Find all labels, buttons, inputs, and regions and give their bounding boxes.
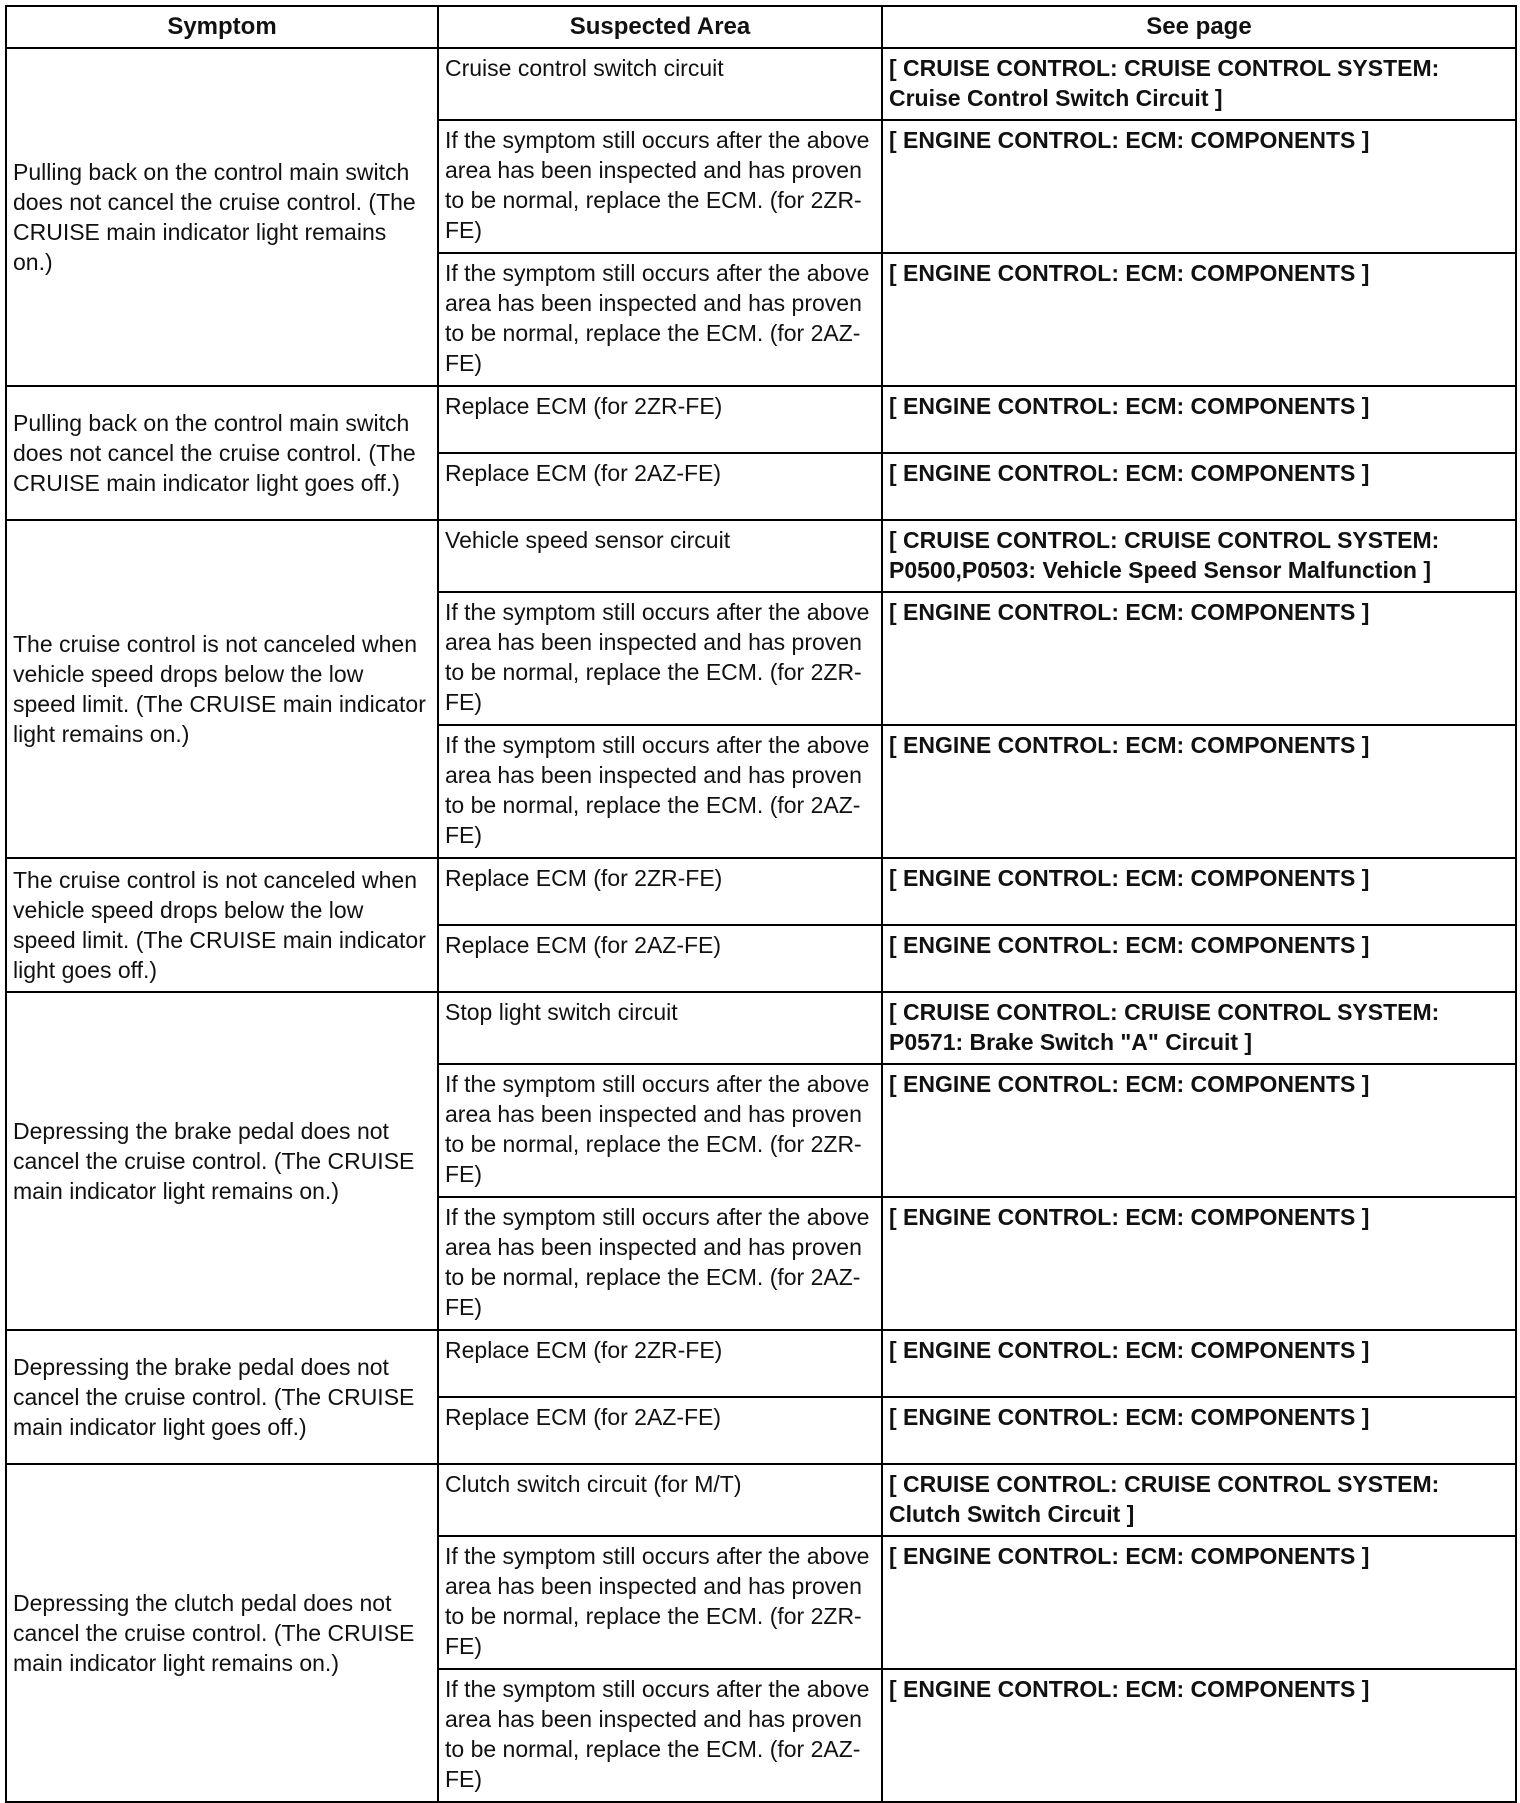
suspected-area-cell: Cruise control switch circuit: [438, 48, 882, 120]
table-row: [6, 1464, 1516, 1536]
symptom-cell: Depressing the brake pedal does not cancel the cruise control. (The CRUISE main indicator light remains on.): [6, 992, 438, 1330]
suspected-area-cell: If the symptom still occurs after the above area has been inspected and has proven to be normal, replace the ECM. (for 2ZR-FE): [438, 592, 882, 725]
suspected-area-cell: Replace ECM (for 2ZR-FE): [438, 1330, 882, 1397]
see-page-link[interactable]: [ CRUISE CONTROL: CRUISE CONTROL SYSTEM: Clutch Switch Circuit ]: [882, 1464, 1516, 1536]
table-row: [6, 386, 1516, 453]
suspected-area-cell: If the symptom still occurs after the above area has been inspected and has proven to be normal, replace the ECM. (for 2AZ-FE): [438, 1669, 882, 1802]
symptom-cell: Depressing the brake pedal does not cancel the cruise control. (The CRUISE main indicator light goes off.): [6, 1330, 438, 1464]
header-suspected-area: Suspected Area: [438, 6, 882, 48]
suspected-area-cell: If the symptom still occurs after the above area has been inspected and has proven to be normal, replace the ECM. (for 2ZR-FE): [438, 1064, 882, 1197]
see-page-link[interactable]: [ ENGINE CONTROL: ECM: COMPONENTS ]: [882, 858, 1516, 925]
see-page-link[interactable]: [ ENGINE CONTROL: ECM: COMPONENTS ]: [882, 725, 1516, 858]
header-symptom: Symptom: [6, 6, 438, 48]
see-page-link[interactable]: [ ENGINE CONTROL: ECM: COMPONENTS ]: [882, 1397, 1516, 1464]
table-row: [6, 520, 1516, 592]
suspected-area-cell: Replace ECM (for 2ZR-FE): [438, 386, 882, 453]
symptom-cell: Depressing the clutch pedal does not cancel the cruise control. (The CRUISE main indicator light remains on.): [6, 1464, 438, 1802]
see-page-link[interactable]: [ ENGINE CONTROL: ECM: COMPONENTS ]: [882, 1669, 1516, 1802]
suspected-area-cell: If the symptom still occurs after the above area has been inspected and has proven to be normal, replace the ECM. (for 2ZR-FE): [438, 1536, 882, 1669]
suspected-area-cell: Replace ECM (for 2AZ-FE): [438, 453, 882, 520]
suspected-area-cell: If the symptom still occurs after the above area has been inspected and has proven to be normal, replace the ECM. (for 2AZ-FE): [438, 253, 882, 386]
troubleshooting-table: [5, 5, 1517, 1803]
see-page-link[interactable]: [ ENGINE CONTROL: ECM: COMPONENTS ]: [882, 386, 1516, 453]
see-page-link[interactable]: [ ENGINE CONTROL: ECM: COMPONENTS ]: [882, 1536, 1516, 1669]
see-page-link[interactable]: [ CRUISE CONTROL: CRUISE CONTROL SYSTEM: P0571: Brake Switch "A" Circuit ]: [882, 992, 1516, 1064]
table-row: [6, 992, 1516, 1064]
symptom-cell: The cruise control is not canceled when vehicle speed drops below the low speed limit. (The CRUISE main indicator light remains on.): [6, 520, 438, 858]
see-page-link[interactable]: [ ENGINE CONTROL: ECM: COMPONENTS ]: [882, 253, 1516, 386]
see-page-link[interactable]: [ ENGINE CONTROL: ECM: COMPONENTS ]: [882, 1197, 1516, 1330]
suspected-area-cell: Vehicle speed sensor circuit: [438, 520, 882, 592]
header-row: [6, 6, 1516, 48]
suspected-area-cell: If the symptom still occurs after the above area has been inspected and has proven to be normal, replace the ECM. (for 2AZ-FE): [438, 1197, 882, 1330]
see-page-link[interactable]: [ ENGINE CONTROL: ECM: COMPONENTS ]: [882, 1330, 1516, 1397]
suspected-area-cell: Replace ECM (for 2AZ-FE): [438, 925, 882, 992]
see-page-link[interactable]: [ ENGINE CONTROL: ECM: COMPONENTS ]: [882, 120, 1516, 253]
header-see-page: See page: [882, 6, 1516, 48]
table-row: [6, 48, 1516, 120]
see-page-link[interactable]: [ CRUISE CONTROL: CRUISE CONTROL SYSTEM: Cruise Control Switch Circuit ]: [882, 48, 1516, 120]
see-page-link[interactable]: [ ENGINE CONTROL: ECM: COMPONENTS ]: [882, 1064, 1516, 1197]
table-row: [6, 1330, 1516, 1397]
suspected-area-cell: Stop light switch circuit: [438, 992, 882, 1064]
symptom-cell: The cruise control is not canceled when vehicle speed drops below the low speed limit. (The CRUISE main indicator light goes off.): [6, 858, 438, 992]
suspected-area-cell: If the symptom still occurs after the above area has been inspected and has proven to be normal, replace the ECM. (for 2AZ-FE): [438, 725, 882, 858]
see-page-link[interactable]: [ ENGINE CONTROL: ECM: COMPONENTS ]: [882, 592, 1516, 725]
symptom-cell: Pulling back on the control main switch does not cancel the cruise control. (The CRUISE main indicator light remains on.): [6, 48, 438, 386]
suspected-area-cell: Replace ECM (for 2AZ-FE): [438, 1397, 882, 1464]
see-page-link[interactable]: [ ENGINE CONTROL: ECM: COMPONENTS ]: [882, 453, 1516, 520]
symptom-cell: Pulling back on the control main switch does not cancel the cruise control. (The CRUISE main indicator light goes off.): [6, 386, 438, 520]
see-page-link[interactable]: [ ENGINE CONTROL: ECM: COMPONENTS ]: [882, 925, 1516, 992]
suspected-area-cell: Clutch switch circuit (for M/T): [438, 1464, 882, 1536]
suspected-area-cell: If the symptom still occurs after the above area has been inspected and has proven to be normal, replace the ECM. (for 2ZR-FE): [438, 120, 882, 253]
see-page-link[interactable]: [ CRUISE CONTROL: CRUISE CONTROL SYSTEM: P0500,P0503: Vehicle Speed Sensor Malfunction ]: [882, 520, 1516, 592]
table-row: [6, 858, 1516, 925]
suspected-area-cell: Replace ECM (for 2ZR-FE): [438, 858, 882, 925]
